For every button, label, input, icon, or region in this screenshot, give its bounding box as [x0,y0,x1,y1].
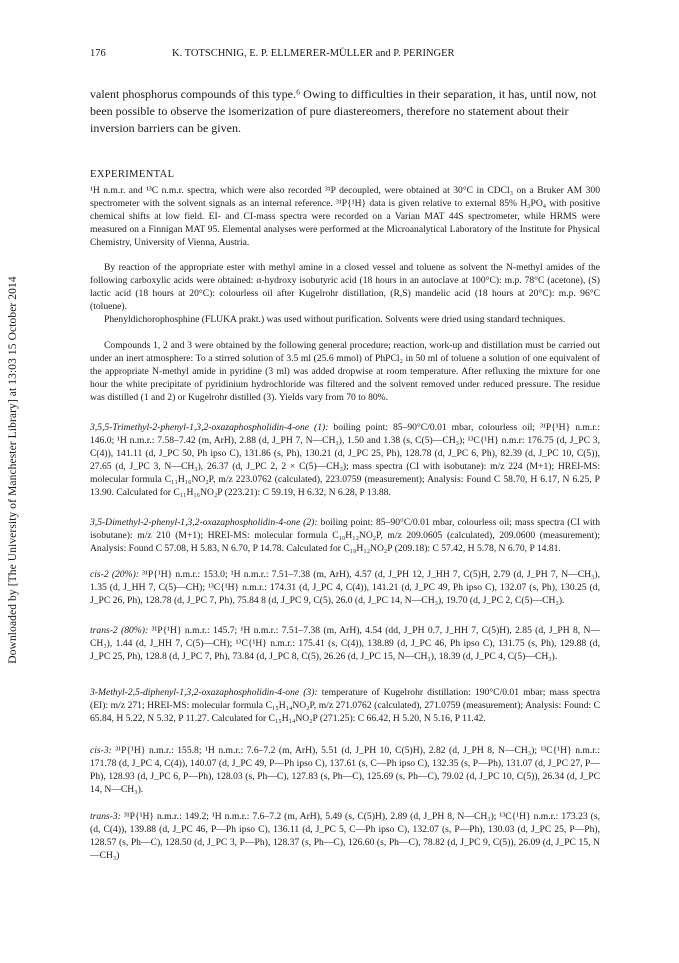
cis-3-label: cis-3: [90,745,112,756]
compound-1-name: 3,5,5-Trimethyl-2-phenyl-1,3,2-oxazaphospholidin-4-one (1): [90,422,329,433]
trans-3-data: ³¹P{¹H} n.m.r.: 149.2; ¹H n.m.r.: 7.6–7.2 (m, ArH), 5.49 (s, C(5)H), 2.89 (d, J_PH 8, N—CH₃); ¹³C{¹H} n.m.r.: 173.23 (s, (d, C(4)), 139.88 (d, J_PC 46, P—Ph ipso C), 136.11 (d, J_PC 5, C—Ph ipso C), 132.07 (s, P—Ph), 130.03 (d, J_PC 25, P—Ph), 128.57 (s, Ph—C), 128.50 (d, J_PC 3, P—Ph), 128.37 (s, Ph—C), 126.60 (s, Ph—C), 78.82 (d, J_PC 9, C(5)), 26.09 (d, J_PC 15, N—CH₃) [90,811,600,861]
intro-paragraph: valent phosphorus compounds of this type.⁶ Owing to difficulties in their separation, it has, until now, not been possible to observe the isomerization of pure diastereomers, therefore no statement about their inversion barriers can be given. [90,87,597,135]
compound-3-paragraph [90,687,600,726]
compound-3-name: 3-Methyl-2,5-diphenyl-1,3,2-oxazaphospholidin-4-one (3): [90,687,318,698]
section-title: EXPERIMENTAL [90,169,175,180]
running-head: K. TOTSCHNIG, E. P. ELLMERER-MÜLLER and P. PERINGER [172,48,455,59]
cis-2-paragraph [90,569,600,608]
cis-2-data: ³¹P{¹H} n.m.r.: 153.0; ¹H n.m.r.: 7.51–7.38 (m, ArH), 4.57 (d, J_PH 12, J_HH 7, C(5)H, 2.79 (d, J_PH 7, N—CH₃), 1.35 (d, J_HH 7, C(5)—CH); ¹³C{¹H} n.m.r.: 174.31 (d, J_PC 4, C(4)), 141.21 (d, J_PC 49, Ph ipso C), 132.07 (s, Ph), 130.25 (d, J_PC 26, Ph), 128.78 (d, J_PC 7, Ph), 75.84 8 (d, J_PC 9, C(5), 26.0 (d, J_PC 14, N—CH₃), 19.70 (d, J_PC 2, C(5)—CH₃). [90,569,600,606]
trans-2-data: ³¹P{¹H} n.m.r.: 145.7; ¹H n.m.r.: 7.51–7.38 (m, ArH), 4.54 (dd, J_PH 0.7, J_HH 7, C(5)H), 2.85 (d, J_PH 8, N—CH₃), 1.44 (d, J_HH 7, C(5)—CH); ¹³C{¹H} n.m.r.: 175.41 (s, C(4)), 138.89 (d, J_PC 46, Ph ipso C), 131.75 (s, Ph), 129.88 (d, J_PC 25, Ph), 128.8 (d, J_PC 7, Ph), 73.84 (d, J_PC 8, C(5), 26.26 (d, J_PC 15, N—CH₃), 18.39 (d, J_PC 4, C(5)—CH₃). [90,625,600,662]
page-number: 176 [90,48,106,59]
experimental-paragraph-1: ¹H n.m.r. and ¹³C n.m.r. spectra, which were also recorded ³¹P decoupled, were obtained at 30°C in CDCl₃ on a Bruker AM 300 spectrometer with the solvent signals as an internal reference. ³¹P{¹H} data is given relative to external 85% H₃PO₄ with positive chemical shifts at low field. EI- and CI-mass spectra were recorded on a Varian MAT 44S spectrometer, while HRMS were measured on a Finnigan MAT 95. Elemental analyses were performed at the Microanalytical Laboratory of the Institute for Physical Chemistry, University of Vienna, Austria. [90,185,600,248]
trans-2-paragraph [90,625,600,664]
compound-1-data: boiling point: 85–90°C/0.01 mbar, colourless oil; ³¹P{¹H} n.m.r.: 146.0; ¹H n.m.r.: 7.58–7.42 (m, ArH), 2.88 (d, J_PH 7, N—CH₃), 1.50 and 1.38 (s, C(5)—CH₃); ¹³C{¹H} n.m.r: 176.75 (d, J_PC 3, C(4)), 141.11 (d, J_PC 50, Ph ipso C), 131.86 (s, Ph), 130.21 (d, J_PC 25, Ph), 128.78 (d, J_PC 6, Ph), 82.39 (d, J_PC 10, C(5)), 27.65 (d, J_PC 3, N—CH₃), 26.37 (d, J_PC 2, 2 × C(5)—CH₃); mass spectra (CI with isobutane): m/z 224 (M+1); HREI-MS: molecular formula C₁₁H₁₆NO₂P, m/z 223.0762 (calculated), 223.0759 (measurement); Analysis: Found C 58.70, H 6.17, N 6.25, P 13.90. Calculated for C₁₁H₁₆NO₂P (223.21): C 59.19, H 6.32, N 6.28, P 13.88. [90,422,600,498]
cis-3-paragraph [90,745,600,797]
compound-2-name: 3,5-Dimethyl-2-phenyl-1,3,2-oxazaphospholidin-4-one (2): [90,517,318,528]
trans-3-paragraph [90,811,600,863]
compound-2-paragraph [90,517,600,556]
download-notice [6,140,20,800]
cis-3-data: ³¹P{¹H} n.m.r.: 155.8; ¹H n.m.r.: 7.6–7.2 (m, ArH), 5.51 (d, J_PH 10, C(5)H), 2.82 (d, J_PH 8, N—CH₃); ¹³C{¹H} n.m.r.: 171.78 (d, J_PC 4, C(4)), 140.07 (d, J_PC 49, P—Ph ipso C), 137.61 (s, C—Ph ipso C), 132.35 (s, P—Ph), 131.07 (d, J_PC 27, P—Ph), 128.93 (d, J_PC 6, P—Ph), 128.03 (s, Ph—C), 127.83 (s, Ph—C), 125.69 (s, Ph—C), 79.02 (d, J_PC 10, C(5)), 26.34 (d, J_PC 14, N—CH₃). [90,745,600,795]
trans-3-label: trans-3: [90,811,121,822]
cis-2-label: cis-2 (20%): [90,569,139,580]
page-header [90,48,600,64]
experimental-paragraph-2: By reaction of the appropriate ester with methyl amine in a closed vessel and toluene as solvent the N-methyl amides of the following carboxylic acids were obtained: α-hydroxy isobutyric acid (18 hours in an autoclave at 100°C): m.p. 78°C (acetone), (S) lactic acid (18 hours at 20°C): colourless oil after Kugelrohr distillation, (R,S) mandelic acid (18 hours at 20°C): m.p. 96°C (toluene). [90,262,600,312]
compound-1-paragraph [90,422,600,499]
experimental-paragraph-4: Compounds 1, 2 and 3 were obtained by the following general procedure; reaction, work-up and distillation must be carried out under an inert atmosphere: To a stirred solution of 3.5 ml (25.6 mmol) of PhPCl₂ in 50 ml of toluene a solution of one equivalent of the appropriate N-methyl amide in pyridine (3 ml) was added dropwise at room temperature. After refluxing the mixture for one hour the white precipitate of pyridinium hydrochloride was filtered and the solvent removed under reduced pressure. The residue was distilled (1 and 2) or Kugelrohr distilled (3). Yields vary from 70 to 80%. [90,340,600,403]
download-notice-text: Downloaded by [The University of Manchester Library] at 13:03 15 October 2014 [7,276,19,664]
compound-2-data: boiling point: 85–90°C/0.01 mbar, colourless oil; mass spectra (CI with isobutane): m/z 210 (M+1); HREI-MS: molecular formula C₁₀H₁₂NO₂P, m/z 209.0605 (calculated), 209.0600 (measurement); Analysis: Found C 57.08, H 5.83, N 6.70, P 14.78. Calculated for C₁₀H₁₂NO₂P (209.18): C 57.42, H 5.78, N 6.70, P 14.81. [90,517,600,554]
experimental-paragraph-3: Phenyldichorophosphine (FLUKA prakt.) was used without purification. Solvents were dried using standard techniques. [104,314,566,325]
trans-2-label: trans-2 (80%): [90,625,149,636]
compound-3-data: temperature of Kugelrohr distillation: 190°C/0.01 mbar; mass spectra (EI): m/z 271; HREI-MS: molecular formula C₁₅H₁₄NO₂P, m/z 271.0762 (calculated), 271.0759 (measurement); Analysis: Found: C 65.84, H 5.22, N 5.32, P 11.27. Calculated for C₁₅H₁₄NO₂P (271.25): C 66.42, H 5.20, N 5.16, P 11.42. [90,687,600,724]
